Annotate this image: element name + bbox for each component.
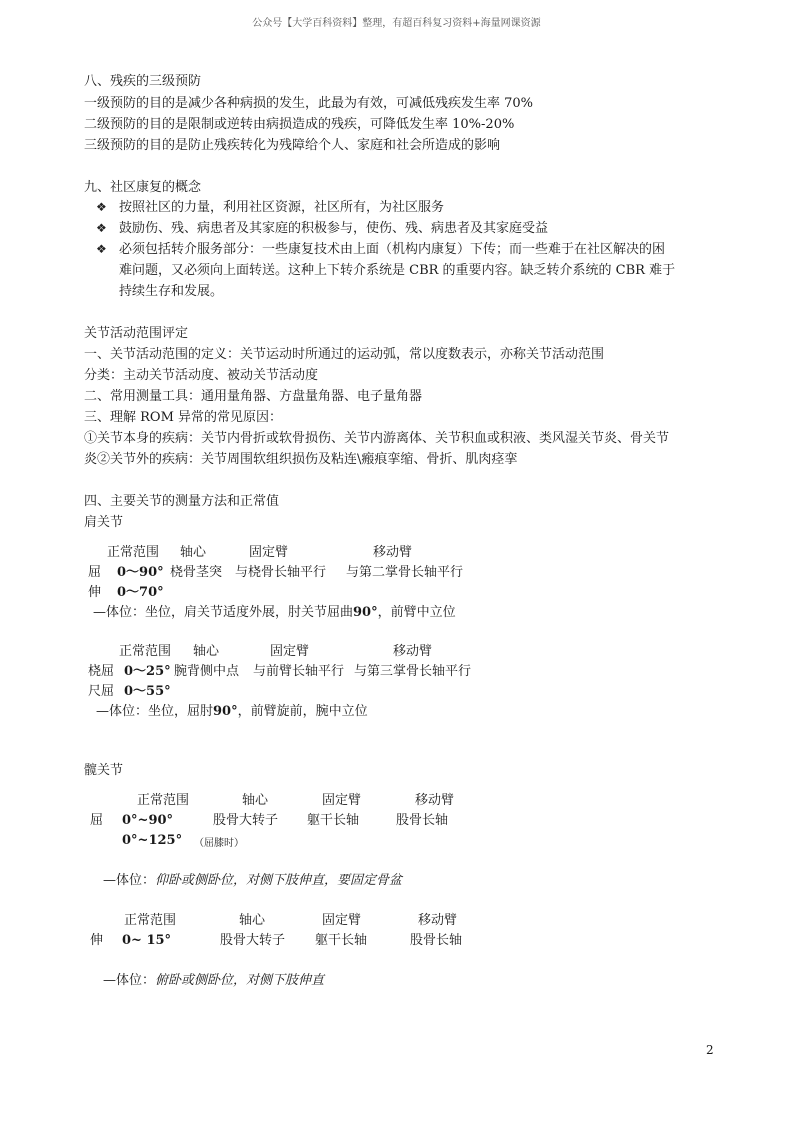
position-note: —体位：俯卧或侧卧位，对侧下肢伸直	[103, 973, 325, 988]
range-value: 0～70°	[117, 585, 164, 600]
range-value: 0~ 15°	[122, 933, 172, 948]
section-8-title: 八、残疾的三级预防	[84, 74, 202, 89]
rom-line-3: 二、常用测量工具：通用量角器、方盘量角器、电子量角器	[84, 389, 423, 404]
col-axis: 轴心	[239, 913, 266, 928]
bullet-icon: ❖	[96, 200, 107, 214]
col-axis: 轴心	[242, 793, 269, 808]
axis-value: 腕背侧中点	[174, 664, 240, 679]
page-number: 2	[706, 1043, 714, 1057]
axis-value: 股骨大转子	[220, 933, 286, 948]
bullet-icon: ❖	[96, 221, 107, 235]
section-9-bullet-3: 必须包括转介服务部分：一些康复技术由上面（机构内康复）下传；而一些难于在社区解决的困	[119, 242, 666, 257]
rom-line-5: ①关节本身的疾病：关节内骨折或软骨损伤、关节内游离体、关节积血或积液、类风湿关节炎、骨关节	[84, 431, 670, 446]
col-fixed-arm: 固定臂	[322, 913, 362, 928]
section-9-bullet-2: 鼓励伤、残、病患者及其家庭的积极参与，使伤、残、病患者及其家庭受益	[119, 221, 549, 236]
moving-arm-value: 股骨长轴	[410, 933, 463, 948]
col-moving-arm: 移动臂	[373, 545, 413, 560]
section-9-title: 九、社区康复的概念	[84, 180, 202, 195]
bullet-icon: ❖	[96, 242, 107, 256]
section-9-bullet-3-cont-2: 持续生存和发展。	[119, 284, 224, 299]
col-moving-arm: 移动臂	[393, 644, 433, 659]
range-value: 0°~90°	[122, 813, 174, 828]
section-8-line-1: 一级预防的目的是减少各种病损的发生，此最为有效，可减低残疾发生率 70%	[84, 96, 534, 111]
rom-line-2: 分类：主动关节活动度、被动关节活动度	[84, 368, 319, 383]
row-label-extension: 伸	[90, 933, 104, 948]
col-normal-range: 正常范围	[137, 793, 190, 808]
moving-arm-value: 股骨长轴	[396, 813, 449, 828]
fixed-arm-value: 躯干长轴	[315, 933, 368, 948]
fixed-arm-value: 与桡骨长轴平行	[235, 565, 327, 580]
col-moving-arm: 移动臂	[415, 793, 455, 808]
fixed-arm-value: 与前臂长轴平行	[253, 664, 345, 679]
section-8-line-3: 三级预防的目的是防止残疾转化为残障给个人、家庭和社会所造成的影响	[84, 138, 501, 153]
section-8-line-2: 二级预防的目的是限制或逆转由病损造成的残疾，可降低发生率 10%-20%	[84, 117, 515, 132]
col-axis: 轴心	[193, 644, 220, 659]
section-9-bullet-1: 按照社区的力量，利用社区资源，社区所有，为社区服务	[119, 200, 445, 215]
range-value: 0～25°	[124, 664, 171, 679]
axis-value: 桡骨茎突	[170, 565, 223, 580]
rom-title: 关节活动范围评定	[84, 326, 189, 341]
col-fixed-arm: 固定臂	[270, 644, 310, 659]
moving-arm-value: 与第三掌骨长轴平行	[354, 664, 472, 679]
range-value: 0～55°	[124, 684, 171, 699]
rom-line-6: 炎②关节外的疾病：关节周围软组织损伤及粘连\瘢痕挛缩、骨折、肌肉痉挛	[84, 452, 518, 467]
section-4-title: 四、主要关节的测量方法和正常值	[84, 494, 280, 509]
row-label-radial: 桡屈	[88, 664, 115, 679]
fixed-arm-value: 躯干长轴	[307, 813, 360, 828]
page-header: 公众号【大学百科资料】整理，有超百科复习资料+海量网课资源	[252, 18, 541, 29]
position-note: —体位：仰卧或侧卧位，对侧下肢伸直，要固定骨盆	[103, 873, 403, 888]
hip-title: 髋关节	[84, 763, 124, 778]
col-fixed-arm: 固定臂	[249, 545, 289, 560]
range-value: 0～90°	[117, 565, 164, 580]
section-9-bullet-3-cont-1: 难问题，又必须向上面转送。这种上下转介系统是 CBR 的重要内容。缺乏转介系统的 CBR 难于	[119, 263, 676, 278]
moving-arm-value: 与第二掌骨长轴平行	[346, 565, 464, 580]
col-normal-range: 正常范围	[124, 913, 177, 928]
row-label-extension: 伸	[88, 585, 102, 600]
col-fixed-arm: 固定臂	[322, 793, 362, 808]
rom-line-1: 一、关节活动范围的定义：关节运动时所通过的运动弧，常以度数表示，亦称关节活动范围	[84, 347, 605, 362]
col-normal-range: 正常范围	[107, 545, 160, 560]
col-axis: 轴心	[180, 545, 207, 560]
position-note: —体位：坐位，屈肘90°，前臂旋前，腕中立位	[96, 704, 368, 719]
row-label-ulnar: 尺屈	[88, 684, 115, 699]
col-normal-range: 正常范围	[119, 644, 172, 659]
range-value-knee-flexed: 0°~125°	[122, 833, 183, 848]
rom-line-4: 三、理解 ROM 异常的常见原因：	[84, 410, 283, 425]
row-label-flexion: 屈	[88, 565, 102, 580]
row-label-flexion: 屈	[90, 813, 104, 828]
axis-value: 股骨大转子	[213, 813, 279, 828]
shoulder-title: 肩关节	[84, 515, 124, 530]
col-moving-arm: 移动臂	[418, 913, 458, 928]
knee-flexed-note: （屈膝时）	[194, 838, 244, 849]
position-note: —体位：坐位，肩关节适度外展，肘关节屈曲90°，前臂中立位	[93, 605, 456, 620]
